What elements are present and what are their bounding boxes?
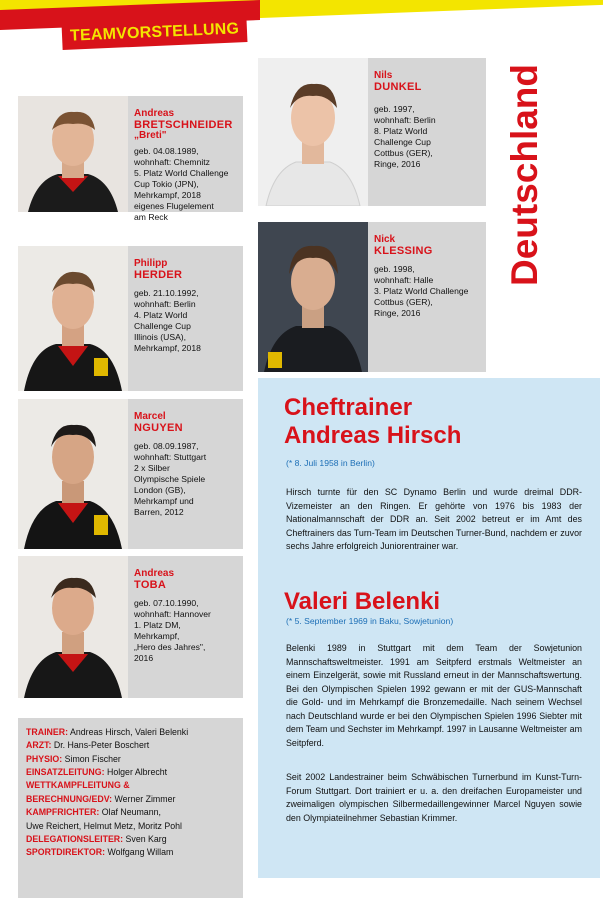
staff-role: EINSATZLEITUNG: xyxy=(26,767,105,778)
athlete-first-name: Andreas xyxy=(134,108,175,119)
staff-role: PHYSIO: xyxy=(26,753,63,764)
coach2-bio-2: Seit 2002 Landestrainer beim Schwäbischen Turnerbund im Kunst-Turn-Forum Stuttgart. Dort trainiert er u. a. den dreifachen Europameister und zweimaligen olympischen Silbermedaillengewinner Marcel Nguyen sowie den Olympiateilnehmer Sebastian Krimmer. xyxy=(286,772,582,823)
athlete-last-name: TOBA xyxy=(134,579,167,591)
staff-role: KAMPFRICHTER: xyxy=(26,807,100,818)
staff-role: TRAINER: xyxy=(26,727,69,737)
athlete-photo xyxy=(18,246,128,391)
staff-person: Uwe Reichert, Helmut Metz, Moritz Pohl xyxy=(26,820,182,831)
coach1-birth: (* 8. Juli 1958 in Berlin) xyxy=(286,458,375,468)
athlete-first-name: Philipp xyxy=(134,258,168,269)
country-title xyxy=(496,37,554,312)
staff-row xyxy=(26,739,235,752)
athlete-first-name: Nils xyxy=(374,70,393,81)
staff-person: Wolfgang Willam xyxy=(107,847,174,858)
athlete-card-herder xyxy=(18,246,243,391)
staff-row xyxy=(26,833,235,846)
coach1-bio: Hirsch turnte für den SC Dynamo Berlin und wurde dreimal DDR-Vizemeister an den Ringen. Er gehörte von 1976 bis 1983 der Nationalmannschaft der DDR an. Seit 2002 betreut er im Amt des Cheftrainers das Turn-Team im Deutschen Turner-Bund, nachdem er zuvor sechs Jahre erfolgreich Juniorentrainer war. xyxy=(286,487,582,552)
athlete-card-dunkel xyxy=(258,58,486,206)
staff-row xyxy=(26,806,235,819)
athlete-photo xyxy=(18,399,128,549)
athlete-photo xyxy=(258,58,368,206)
athlete-bio: geb. 04.08.1989, wohnhaft: Chemnitz 5. Platz World Challenge Cup Tokio (JPN), Mehrkampf, 2018 eigenes Flugelement am Reck xyxy=(134,146,229,222)
staff-person: Dr. Hans-Peter Boschert xyxy=(53,740,150,751)
staff-row xyxy=(26,753,235,766)
staff-person: Holger Albrecht xyxy=(106,767,168,778)
athlete-first-name: Marcel xyxy=(134,411,166,422)
staff-row xyxy=(26,793,235,806)
athlete-card-nguyen xyxy=(18,399,243,549)
athlete-bio: geb. 1998, wohnhaft: Halle 3. Platz World Challenge Cottbus (GER), Ringe, 2016 xyxy=(374,264,469,318)
staff-person: Andreas Hirsch, Valeri Belenki xyxy=(70,727,189,737)
athlete-bio: geb. 07.10.1990, wohnhaft: Hannover 1. Platz DM, Mehrkampf, „Hero des Jahres", 2016 xyxy=(134,598,211,663)
athlete-last-name: KLESSING xyxy=(374,245,433,257)
athlete-first-name: Andreas xyxy=(134,568,175,579)
section-label: TEAMVORSTELLUNG xyxy=(62,16,248,50)
athlete-bio: geb. 08.09.1987, wohnhaft: Stuttgart 2 x Silber Olympische Spiele London (GB), Mehrkampf und Barren, 2012 xyxy=(134,441,207,517)
coach2-birth: (* 5. September 1969 in Baku, Sowjetunion) xyxy=(286,616,454,626)
coach2-bio-1: Belenki 1989 in Stuttgart mit dem Team der Sowjetunion Mannschaftsweltmeister. 1991 am Seitpferd erstmals Weltmeister an einem Einzelgerät, sowie mit Russland erneut in der Mannschaftswertung. Bei den Olympischen Spielen 1992 gewann er mit der GUS-Mannschaft die Gold- und im Mehrkampf die Bronzemedaille. Nach seinem Wechsel nach Deutschland wurde er bei den Olympischen Spielen 1996 Siebter mit dem Team und Sechster im Mehrkampf. 1997 in Lausanne Weltmeister am Seitpferd. xyxy=(286,643,582,748)
athlete-bio: geb. 1997, wohnhaft: Berlin 8. Platz World Challenge Cup Cottbus (GER), Ringe, 2016 xyxy=(374,104,436,169)
staff-role: ARZT: xyxy=(26,740,52,751)
coach2-title: Valeri Belenki xyxy=(284,588,441,615)
athlete-last-name: NGUYEN xyxy=(134,422,183,434)
athlete-card-toba xyxy=(18,556,243,698)
staff-role: BERECHNUNG/EDV: xyxy=(26,793,113,804)
coaches-panel xyxy=(258,378,600,878)
athlete-photo xyxy=(258,222,368,372)
staff-row xyxy=(26,726,235,739)
athlete-card-klessing xyxy=(258,222,486,372)
staff-row xyxy=(26,766,235,779)
athlete-last-name: DUNKEL xyxy=(374,81,422,93)
staff-row xyxy=(26,820,235,833)
athlete-bio: geb. 21.10.1992, wohnhaft: Berlin 4. Platz World Challenge Cup Illinois (USA), Mehrkampf, 2018 xyxy=(134,288,201,353)
staff-list xyxy=(18,718,243,898)
athlete-first-name: Nick xyxy=(374,234,396,245)
staff-person: Simon Fischer xyxy=(64,753,121,764)
staff-row xyxy=(26,779,235,792)
athlete-card-bretschneider xyxy=(18,96,243,222)
staff-person: Werner Zimmer xyxy=(114,793,176,804)
athlete-photo xyxy=(18,556,128,698)
coach1-title-line1: Cheftrainer xyxy=(284,394,413,421)
athlete-photo xyxy=(18,96,128,212)
coach1-title-line2: Andreas Hirsch xyxy=(284,422,462,449)
staff-person: Sven Karg xyxy=(125,833,167,844)
athlete-last-name: HERDER xyxy=(134,269,183,281)
athlete-last-name: BRETSCHNEIDER xyxy=(134,119,233,131)
staff-person: Olaf Neumann, xyxy=(101,807,161,818)
athlete-nickname: „Breti" xyxy=(134,130,167,141)
staff-row xyxy=(26,846,235,859)
staff-role: WETTKAMPFLEITUNG & xyxy=(26,780,130,791)
country-name: Deutschland xyxy=(504,63,545,286)
staff-role: SPORTDIREKTOR: xyxy=(26,847,106,858)
staff-role: DELEGATIONSLEITER: xyxy=(26,833,124,844)
